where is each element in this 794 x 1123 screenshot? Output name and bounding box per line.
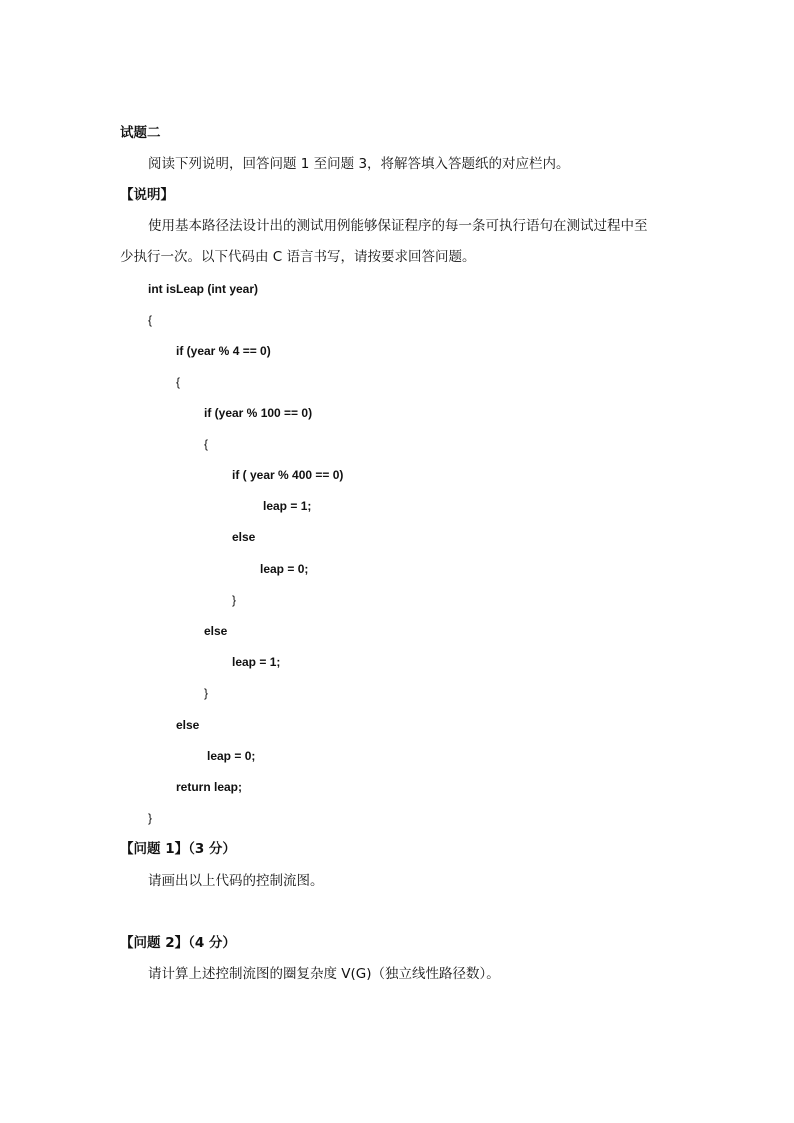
code-line-17: return leap; bbox=[176, 780, 243, 794]
code-line-7: if ( year % 400 == 0) bbox=[232, 468, 344, 482]
code-line-1: int isLeap (int year) bbox=[148, 282, 259, 296]
code-line-18: } bbox=[148, 811, 153, 825]
code-line-9: else bbox=[232, 530, 256, 544]
code-line-11: } bbox=[232, 593, 237, 607]
question-2-label: 【问题 2】（4 分） bbox=[120, 935, 236, 951]
code-line-6: { bbox=[204, 437, 209, 451]
code-line-4: { bbox=[176, 375, 181, 389]
code-line-13: leap = 1; bbox=[232, 655, 281, 669]
question-2-text: 请计算上述控制流图的圈复杂度 V(G)（独立线性路径数）。 bbox=[148, 966, 500, 982]
code-line-15: else bbox=[176, 718, 200, 732]
code-line-2: { bbox=[148, 313, 153, 327]
code-line-14: } bbox=[204, 686, 209, 700]
code-line-5: if (year % 100 == 0) bbox=[204, 406, 313, 420]
question-1-text: 请画出以上代码的控制流图。 bbox=[148, 873, 324, 889]
code-line-16: leap = 0; bbox=[207, 749, 256, 763]
code-line-12: else bbox=[204, 624, 228, 638]
code-line-3: if (year % 4 == 0) bbox=[176, 344, 271, 358]
question-1-label: 【问题 1】（3 分） bbox=[120, 841, 236, 857]
code-line-10: leap = 0; bbox=[260, 562, 309, 576]
code-line-8: leap = 1; bbox=[263, 499, 312, 513]
explain-label: 【说明】 bbox=[120, 187, 174, 203]
explain-line-2: 少执行一次。以下代码由 C 语言书写，请按要求回答问题。 bbox=[120, 249, 476, 265]
explain-line-1: 使用基本路径法设计出的测试用例能够保证程序的每一条可执行语句在测试过程中至 bbox=[148, 218, 648, 234]
exam-heading: 试题二 bbox=[120, 125, 161, 141]
intro-text: 阅读下列说明，回答问题 1 至问题 3，将解答填入答题纸的对应栏内。 bbox=[148, 156, 570, 172]
